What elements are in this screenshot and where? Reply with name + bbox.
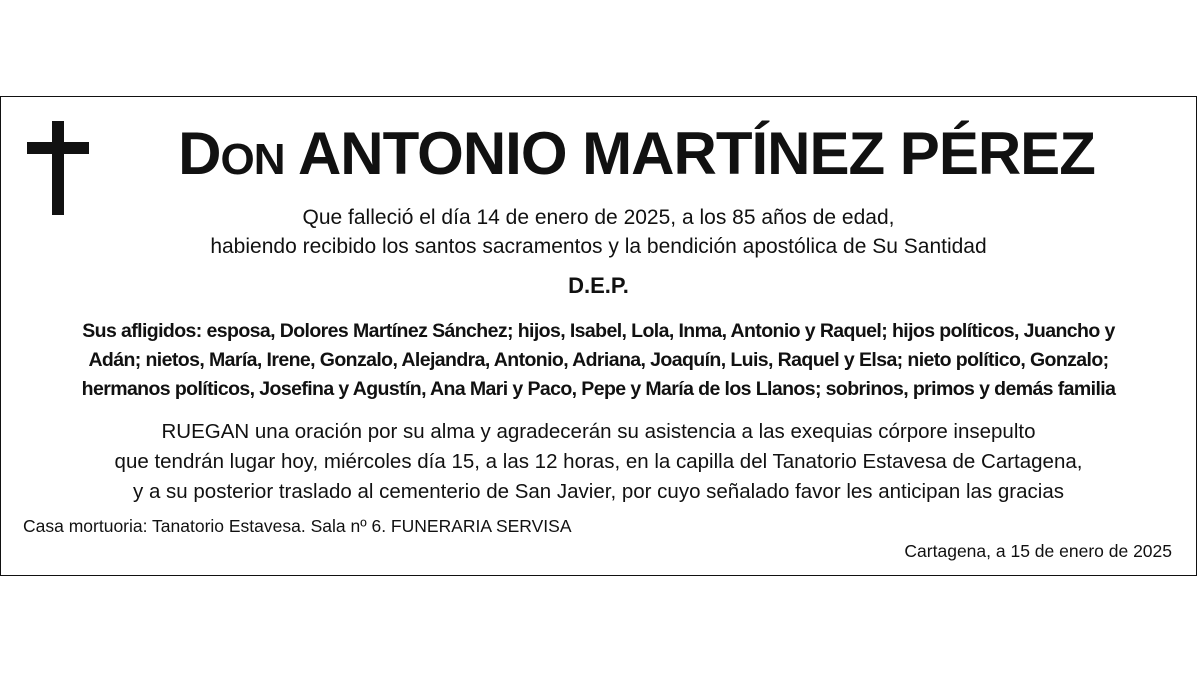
funeral-request-line: RUEGAN una oración por su alma y agradecerán su asistencia a las exequias córpore insepulto xyxy=(161,420,1036,443)
death-details-line: Que falleció el día 14 de enero de 2025, a los 85 años de edad, xyxy=(302,206,895,229)
funeral-request-line: y a su posterior traslado al cementerio de San Javier, por cuyo señalado favor les anticipan las gracias xyxy=(133,480,1064,503)
funeral-request xyxy=(11,417,1186,507)
cross-vertical-bar xyxy=(52,121,64,215)
deceased-title xyxy=(97,119,1176,195)
family-list xyxy=(11,317,1186,404)
dep-heading: D.E.P. xyxy=(568,273,629,298)
obituary-notice xyxy=(0,96,1197,576)
funeral-request-line: que tendrán lugar hoy, miércoles día 15, a las 12 horas, en la capilla del Tanatorio Estavesa de Cartagena, xyxy=(114,450,1083,473)
title-prefix-rest: ON xyxy=(220,135,285,184)
place-and-date: Cartagena, a 15 de enero de 2025 xyxy=(904,541,1172,561)
family-list-line: hermanos políticos, Josefina y Agustín, Ana Mari y Paco, Pepe y María de los Llanos; sobrinos, primos y demás familia xyxy=(81,378,1116,400)
mortuary-info: Casa mortuoria: Tanatorio Estavesa. Sala nº 6. FUNERARIA SERVISA xyxy=(23,516,572,536)
deceased-name: ANTONIO MARTÍNEZ PÉREZ xyxy=(297,120,1095,187)
death-details-line: habiendo recibido los santos sacramentos y la bendición apostólica de Su Santidad xyxy=(210,235,987,258)
family-list-line: Sus afligidos: esposa, Dolores Martínez Sánchez; hijos, Isabel, Lola, Inma, Antonio y Raquel; hijos políticos, Juancho y xyxy=(82,320,1115,342)
title-prefix-initial: D xyxy=(178,120,221,187)
family-list-line: Adán; nietos, María, Irene, Gonzalo, Alejandra, Antonio, Adriana, Joaquín, Luis, Raquel y Elsa; nieto político, Gonzalo; xyxy=(88,349,1109,371)
latin-cross-icon xyxy=(27,121,89,215)
death-details xyxy=(11,203,1186,261)
cross-horizontal-bar xyxy=(27,142,89,154)
